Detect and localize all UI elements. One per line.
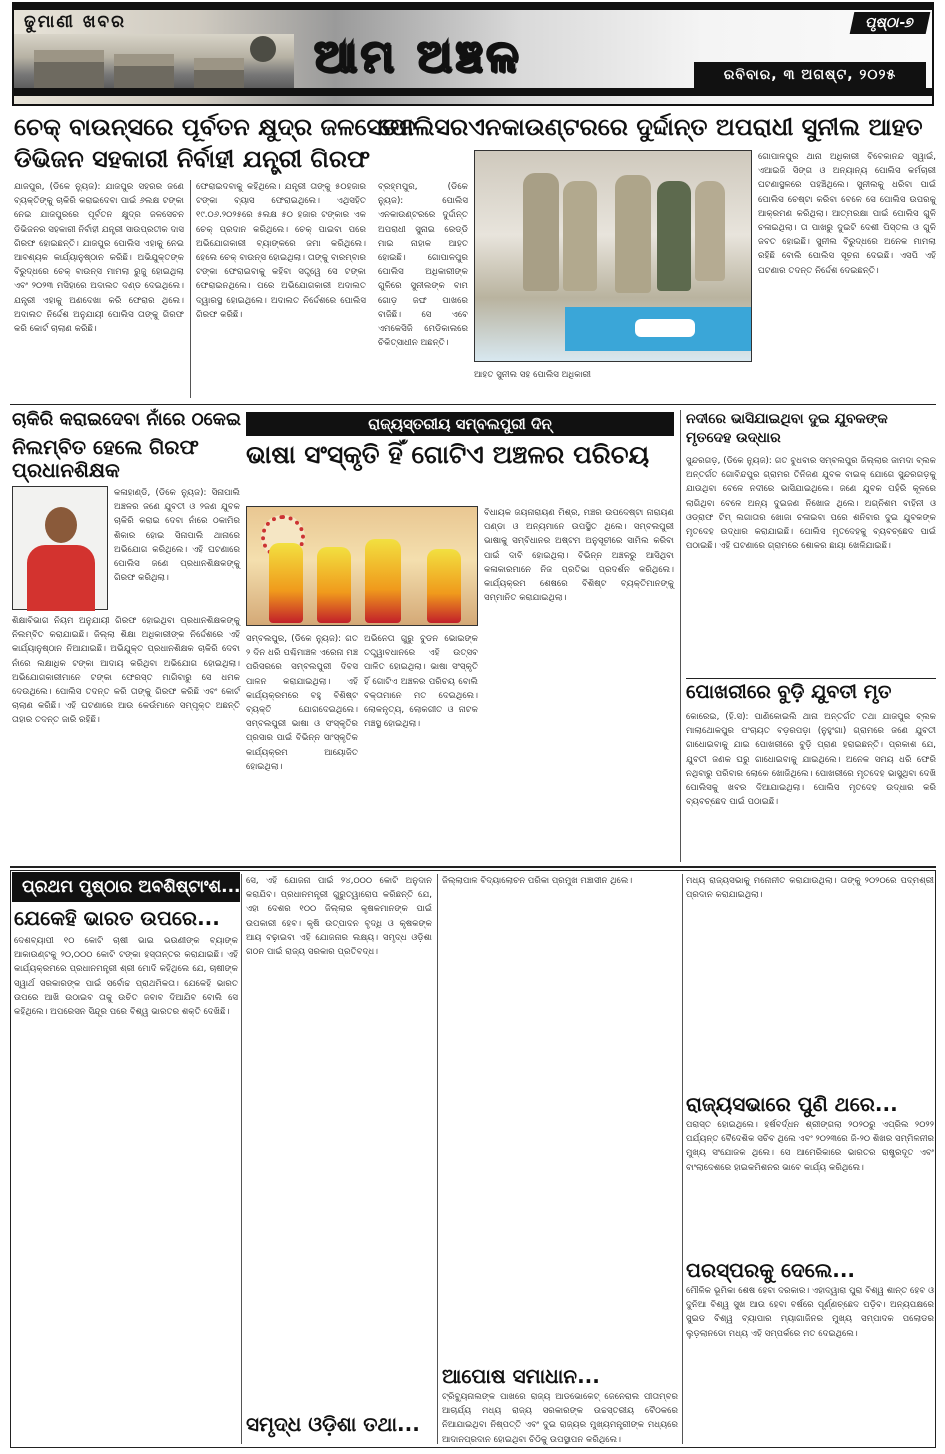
article-body-continued-5: ମୌଳିକ ଭୂମିକା ଶେଷ ହେବା ଦରକାର। ଏହାଦ୍ୱାରା ପୁରା ବିଶ୍ୱ ଶାନ୍ତ ହେବ ଓ ଦୁନିଆ ବିଶ୍ୱ ସୁଖ ଆଉ ହେବା ବର୍ଷରେ ପୂର୍ଣ୍ଣଚ୍ଛେଦ ପଡ଼ିବ। ଅନ୍ୟପକ୍ଷରେ ସୁଇଡ ବିଶ୍ୱ ବ୍ୟାପାର ମ୍ୟାଗାଜିନର ମୁଖ୍ୟ ସମ୍ପାଦକ ପଲୋଡର ଲୁଡ଼ଲାନଡୋ ମଧ୍ୟ ଏହି ସମ୍ପର୍କରେ ମତ ଦେଇଥିଲେ।: [686, 1286, 934, 1339]
dancer-figure: [365, 539, 401, 623]
police-officer-figure: [695, 181, 725, 281]
continued-section-banner: ପ୍ରଥମ ପୃଷ୍ଠାର ଅବଶିଷ୍ଟାଂଶ...: [12, 872, 240, 902]
encounter-photo: [474, 150, 752, 362]
article-body-continued-3-lead: ଜିଲ୍ଲାପାଳ ବିଦ୍ୟାଲୋଚନ ପରିକା ପ୍ରମୁଖ ମଞ୍ଚାସୀନ ଥିଲେ।: [442, 876, 633, 886]
headline-river-bodies: ନଦୀରେ ଭାସିଯାଇଥିବା ଦୁଇ ଯୁବକଙ୍କ ମୃତଦେହ ଉଦ୍ଧାର: [686, 411, 888, 446]
hut-icon: [114, 54, 174, 90]
kicker-sambalpuri-day: ରାଜ୍ୟସ୍ତରୀୟ ସମ୍ବଲପୁରୀ ଦିନ୍: [246, 412, 674, 436]
section-divider: [10, 866, 936, 868]
subhead-continued-3: ଆପୋଷ ସମାଧାନ...: [442, 1364, 600, 1388]
column-divider: [682, 874, 683, 1444]
column-divider: [437, 874, 438, 1444]
article-body-continued-2: ସେ, ଏହି ଯୋଜନା ପାଇଁ ୨୪,୦୦୦ କୋଟି ଅନୁଦାନ କରାଯିବ। ପ୍ରଧାନମନ୍ତ୍ରୀ ଗୁରୁତ୍ୱାରୋପ କରିଛନ୍ତି ଯେ, ଏହା ଦେଶର ୧୦୦ ଜିଲ୍ଲାର କୃଷକମାନଙ୍କ ପାଇଁ ଉପକାରୀ ହେବ। କୃଷି ଉତ୍ପାଦନ ବୃଦ୍ଧି ଓ କୃଷକଙ୍କ ଆୟ ବଢ଼ାଇବା ଏହି ଯୋଜନାର ଲକ୍ଷ୍ୟ। ସମୃଦ୍ଧ ଓଡ଼ିଶା ଗଠନ ପାଇଁ ରାଜ୍ୟ ସରକାର ପ୍ରତିବଦ୍ଧ।: [246, 876, 432, 958]
publication-date: ରବିବାର, ୩ ଅଗଷ୍ଟ, ୨୦୨୫: [694, 62, 926, 88]
person-face: [45, 507, 77, 543]
newspaper-brand: ଢୁମାଣୀ ଖବର: [24, 12, 127, 32]
palm-tree-icon: [250, 36, 276, 62]
masthead: [12, 2, 934, 106]
article-body-continued-4-top: ମଧ୍ୟ ରାଜ୍ୟସଭାକୁ ମନୋନୀତ କରାଯାଉଥିଲା। ତାଙ୍କୁ ୨୦୨୦ରେ ପଦ୍ମଶ୍ରୀ ପ୍ରଦାନ କରାଯାଇଥିଲା।: [686, 876, 934, 901]
article-body-sambalpuri-day-col1: ସମ୍ବଲପୁର, (ଡିକେ ନ୍ୟୁଜ): ଗତ ୨ ଦିନ ଧରି ପଶ୍ଚିମାଞ୍ଚଳ ଏରେନା ମଞ୍ଚ ପରିସରରେ ସମ୍ବଲପୁରୀ ଦିବସ ପାଳନ କରାଯାଇଥିଲା। ଏହି କାର୍ଯ୍ୟକ୍ରମରେ ବହୁ ବିଶିଷ୍ଟ ବ୍ୟକ୍ତି ଯୋଗଦେଇଥିଲେ। ସମ୍ବଲପୁରୀ ଭାଷା ଓ ସଂସ୍କୃତିର ପ୍ରସାର ପାଇଁ ବିଭିନ୍ନ ସାଂସ୍କୃତିକ କାର୍ଯ୍ୟକ୍ରମ ଆୟୋଜିତ ହୋଇଥିଲା।: [246, 634, 358, 772]
column-divider: [241, 874, 242, 1444]
police-officer-figure: [657, 181, 691, 291]
subhead-continued-2: ସମୃଦ୍ଧ ଓଡ଼ିଶା ତଥା...: [246, 1412, 420, 1436]
hut-icon: [34, 50, 104, 90]
article-body-encounter-col2: ଗୋପାଳପୁର ଥାନା ଅଧିକାରୀ ବିବେକାନନ୍ଦ ସ୍ୱାଇଁ, ଏଆଇଜି ସିଙ୍ଗ ଓ ଅନ୍ୟାନ୍ୟ ପୋଲିସ କର୍ମଚାରୀ ଘଟଣାସ୍ଥଳରେ ପହଞ୍ଚିଥିଲେ। ସୁନୀଲକୁ ଧରିବା ପାଇଁ ପୋଲିସ ଚେଷ୍ଟା କରିବା ବେଳେ ସେ ପୋଲିସ ଉପରକୁ ଆକ୍ରମଣ କରିଥିଲା। ଆତ୍ମରକ୍ଷା ପାଇଁ ପୋଲିସ ଗୁଳି ଚଳାଇଥିଲା। ତା ପାଖରୁ ଦୁଇଟି ଦେଶୀ ପିସ୍ତଲ ଓ ଗୁଳି ଜବତ ହୋଇଛି। ସୁନୀଲ ବିରୁଦ୍ଧରେ ଅନେକ ମାମଲା ରହିଛି ବୋଲି ପୋଲିସ ସୂଚନା ଦେଇଛି। ଏସପି ଏହି ଘଟଣାର ତଦନ୍ତ ନିର୍ଦ୍ଦେଶ ଦେଇଛନ୍ତି।: [758, 152, 936, 276]
police-officer-figure: [615, 175, 651, 293]
headmaster-photo: [12, 486, 108, 610]
headline-encounter: ପୋଲିସରଏନକାଉଣ୍ଟରରେ ଦୁର୍ଦ୍ଦାନ୍ତ ଅପରାଧୀ ସୁନୀଲ ଆହତ: [378, 113, 923, 141]
headline-headmaster-line2: ନିଲମ୍ବିତ ହେଲେ ଗିରଫ ପ୍ରଧାନଶିକ୍ଷକ: [12, 435, 199, 482]
police-officer-figure: [563, 181, 597, 291]
column-divider: [680, 410, 681, 862]
headline-headmaster-line1: ଚାକିରି କରାଇଦେବା ନାଁରେ ଠକେଇ: [12, 409, 241, 430]
article-body-continued-1: ଦେଶବ୍ୟାପୀ ୧୦ କୋଟି ଚାଷୀ ଭାଇ ଭଉଣୀଙ୍କ ବ୍ୟାଙ୍କ ଆକାଉଣ୍ଟକୁ ୨୦,୦୦୦ କୋଟି ଟଙ୍କା ହସ୍ତାନ୍ତର କରାଯାଇଛି। ଏହି କାର୍ଯ୍ୟକ୍ରମରେ ପ୍ରଧାନମନ୍ତ୍ରୀ ଶ୍ରୀ ମୋଦି କହିଥିଲେ ଯେ, ଚାଷୀଙ୍କ ସ୍ୱାର୍ଥ ସରକାରଙ୍କ ପାଇଁ ସର୍ବୋଚ୍ଚ ପ୍ରାଥମିକତା। ଯେକେହି ଭାରତ ଉପରେ ଆଖି ଉଠାଇବ ତାକୁ ଉଚିତ ଜବାବ ଦିଆଯିବ ବୋଲି ସେ କହିଥିଲେ। ଅପରେସନ ସିନ୍ଦୂର ପରେ ବିଶ୍ୱ ଭାରତର ଶକ୍ତି ଦେଖିଛି।: [14, 936, 238, 1018]
article-body-pond-drowning: କୋରେଇ, (ହି.ସ): ପାଣିକୋଇଲି ଥାନା ଅନ୍ତର୍ଗତ ତଥା ଯାଜପୁର ବ୍ଲକ ମାଲାଥୋକପୁର ପଂଚାୟତ ବଡ଼ରପଡ଼ା (ନୁହୁଂଗା) ଗ୍ରାମରେ ଜଣେ ଯୁବତୀ ଗାଧୋଇବାକୁ ଯାଇ ପୋଖରୀରେ ବୁଡ଼ି ପ୍ରାଣ ହରାଇଛନ୍ତି। ପ୍ରକାଶ ଯେ, ଯୁବତୀ ଜଣକ ଘରୁ ଗାଧୋଇବାକୁ ଯାଇଥିଲେ। ଅନେକ ସମୟ ଧରି ଫେରି ନଥିବାରୁ ପରିବାର ଲୋକେ ଖୋଜିଥିଲେ। ପୋଖରୀରେ ମୃତଦେହ ଭାସୁଥିବା ଦେଖି ପୋଲିସକୁ ଖବର ଦିଆଯାଇଥିଲା। ପୋଲିସ ମୃତଦେହ ଉଦ୍ଧାର କରି ବ୍ୟବଚ୍ଛେଦ ପାଇଁ ପଠାଇଛି।: [686, 712, 936, 808]
hut-icon: [194, 58, 244, 90]
article-body-encounter-col1: ବ୍ରହ୍ମପୁର, (ଡିକେ ନ୍ୟୁଜ): ପୋଲିସ ଏନକାଉଣ୍ଟରରେ ଦୁର୍ଦ୍ଦାନ୍ତ ଅପରାଧୀ ସୁନାଇ ରେଡ୍ଡି ମାଇ ନାହାକ ଆହତ ହୋଇଛି। ଗୋପାଳପୁର ପୋଲିସ ଅଧିକାରୀଙ୍କ ଗୁଳିରେ ସୁନୀଲଙ୍କ ବାମ ଗୋଡ଼ ଜଙ୍ଘ ପାଖରେ ବାଜିଛି। ସେ ଏବେ ଏମକେସିଜି ମେଡିକାଲରେ ଚିକିତ୍ସାଧୀନ ଅଛନ୍ତି।: [378, 182, 468, 349]
headline-check-bounce-line1: ଚେକ୍ ବାଉନ୍ସରେ ପୂର୍ବତନ କ୍ଷୁଦ୍ର ଜଳସେଚନ: [14, 113, 416, 141]
article-body-sambalpuri-day-col2: ଅଭିନେତା ଗୁରୁ ବୁଡନ ଭୋଇଙ୍କ ତତ୍ତ୍ୱାବଧାନରେ ଏହି ଉତ୍ସବ ପାଳିତ ହୋଇଥିଲା। ଭାଷା ସଂସ୍କୃତି ହିଁ ଗୋଟିଏ ଅଞ୍ଚଳର ପରିଚୟ ବୋଲି ବକ୍ତାମାନେ ମତ ଦେଇଥିଲେ। ଲୋକନୃତ୍ୟ, ଲୋକଗୀତ ଓ ନାଟକ ମଞ୍ଚସ୍ଥ ହୋଇଥିଲା।: [364, 634, 478, 730]
dancer-figure: [269, 543, 303, 623]
masthead-bottom-bar: [14, 88, 932, 96]
article-body-continued-4: ପରାସ୍ତ ହୋଇଥିଲେ। ହର୍ଷବର୍ଦ୍ଧନ ଶ୍ରୀଙ୍ଗଲା ୨୦୨୦ରୁ ଏପ୍ରିଲ ୨୦୨୨ ପର୍ଯ୍ୟନ୍ତ ବୈଦେଶିକ ସଚିବ ଥିଲେ ଏବଂ ୨୦୨୩ରେ ଜି-୨୦ ଶିଖର ସମ୍ମିଳନୀର ମୁଖ୍ୟ ସଂଯୋଜକ ଥିଲେ। ସେ ଆମେରିକାରେ ଭାରତର ରାଷ୍ଟ୍ରଦୂତ ଏବଂ ବାଂଲାଦେଶରେ ହାଇକମିଶନର ଭାବେ କାର୍ଯ୍ୟ କରିଥିଲେ।: [686, 1120, 934, 1173]
section-divider: [10, 404, 936, 405]
article-body-check-bounce-col2: ଫେରାଇଦବାକୁ କହିଥିଲେ। ଯନ୍ତ୍ରୀ ତାଙ୍କୁ ୫୦ହଜାର ଟଙ୍କା ବ୍ୟାସ ଫେରାଇଥିଲେ। ଏଥିସହିତ ୧୯.୦୬.୨୦୨୫ରେ ୫ଲକ୍ଷ ୫୦ ହଜାର ଟଙ୍କାର ଏକ ଚେକ୍ ପ୍ରଦାନ କରିଥିଲେ। ଚେକ୍ ପାଇବା ପରେ ଅଭିଯୋଗକାରୀ ବ୍ୟାଙ୍କରେ ଜମା କରିଥିଲେ। ହେଲେ ଚେକ୍ ବାଉନ୍ସ ହୋଇଥିଲା। ତାଙ୍କୁ ବାରମ୍ବାର ଟଙ୍କା ଫେରାଇବାକୁ କହିବା ସତ୍ତ୍ୱେ ସେ ଟଙ୍କା ଫେରାଇନଥିଲେ। ପରେ ଅଭିଯୋଗକାରୀ ଅଦାଲତ ଦ୍ୱାରସ୍ଥ ହୋଇଥିଲେ। ଅଦାଲତ ନିର୍ଦ୍ଦେଶରେ ପୋଲିସ ଗିରଫ କରିଛି।: [196, 182, 366, 320]
headline-sambalpuri-day: ଭାଷା ସଂସ୍କୃତି ହିଁ ଗୋଟିଏ ଅଞ୍ଚଳର ପରିଚୟ: [246, 440, 650, 469]
dancer-figure: [427, 549, 461, 623]
article-body-river-bodies: ସୁନ୍ଦରଗଡ଼, (ଡିକେ ନ୍ୟୁଜ): ଗତ ବୁଧବାର ସମ୍ବଲପୁର ଜିଲ୍ଲାର ଜାମଦା ବ୍ଲକ ଅନ୍ତର୍ଗତ ଗୋବିନ୍ଦପୁର ଗ୍ରାମର ତିନିଜଣ ଯୁବକ ବାଇକ୍ ଯୋଗେ ସୁନ୍ଦରଗଡ଼କୁ ଯାଉଥିବା ବେଳେ ନଦୀରେ ଭାସିଯାଇଥିଲେ। ଜଣେ ଯୁବକ ପହଁରି କୂଳରେ ଲାଗିଥିବା ବେଳେ ଅନ୍ୟ ଦୁଇଜଣ ନିଖୋଜ ଥିଲେ। ଅଗ୍ନିଶମ ବାହିନୀ ଓ ଓଡ୍ରାଫ ଟିମ୍ ଲଗାତାର ଖୋଜା ଚଳାଇବା ପରେ ଶନିବାର ଦୁଇ ଯୁବକଙ୍କ ମୃତଦେହ ଉଦ୍ଧାର କରାଯାଇଛି। ପୋଲିସ ମୃତଦେହକୁ ବ୍ୟବଚ୍ଛେଦ ପାଇଁ ପଠାଇଛି। ଏହି ଘଟଣାରେ ଗ୍ରାମରେ ଶୋକର ଛାୟା ଖେଳିଯାଇଛି।: [686, 456, 936, 552]
encounter-photo-caption: ଆହତ ସୁନୀଲ ସହ ପୋଲିସ ଅଧିକାରୀ: [474, 370, 591, 380]
masthead-top-bar: [14, 4, 932, 10]
page-number-badge: ପୃଷ୍ଠା-୭: [850, 12, 930, 34]
subhead-continued-4: ରାଜ୍ୟସଭାରେ ପୁଣି ଥରେ...: [686, 1092, 898, 1116]
person-shirt: [27, 545, 95, 611]
dance-performance-photo: [246, 506, 478, 626]
article-body-headmaster-col1: କଳାହାଣ୍ଡି, (ଡିକେ ନ୍ୟୁଜ): ସିନାପାଲି ଅଞ୍ଚଳର ଜଣେ ଯୁବତୀ ଓ ୨ଜଣ ଯୁବକ ଚାକିରି କରାଇ ଦେବା ନାଁରେ ଠକାମିର ଶିକାର ହୋଇ ସିନାପାଲି ଥାନାରେ ଅଭିଯୋଗ କରିଥିଲେ। ଏହି ଘଟଣାରେ ପୋଲିସ ଜଣେ ପ୍ରଧାନଶିକ୍ଷକଙ୍କୁ ଗିରଫ କରିଥିଲା।: [114, 488, 240, 584]
subhead-continued-1: ଯେକେହି ଭାରତ ଉପରେ...: [14, 906, 220, 930]
headline-pond-drowning: ପୋଖରୀରେ ବୁଡ଼ି ଯୁବତୀ ମୃତ: [686, 681, 892, 703]
article-body-continued-3: ଟ୍ରିବ୍ୟୁନାଲଙ୍କ ପାଖରେ ରାଜ୍ୟ ଆଡଭୋକେଟ୍ ଜେନେରାଲ ପୀତାମ୍ବର ଆଚାର୍ଯ୍ୟ ମଧ୍ୟ ରାଜ୍ୟ ସରକାରଙ୍କ ଉଚ୍ଚସ୍ତରୀୟ ବୈଠକରେ ନିଆଯାଇଥିବା ନିଷ୍ପତ୍ତି ଏବଂ ଦୁଇ ରାଜ୍ୟର ମୁଖ୍ୟମନ୍ତ୍ରୀଙ୍କ ମଧ୍ୟରେ ଆଦାନପ୍ରଦାନ ହୋଇଥିବା ଚିଠିକୁ ଉପସ୍ଥାପନ କରିଥିଲେ।: [442, 1392, 678, 1445]
bandaged-leg: [635, 319, 695, 337]
article-body-headmaster-col2: ଶିକ୍ଷାବିଭାଗ ନିୟମ ଅନୁଯାୟୀ ଗିରଫ ହୋଇଥିବା ପ୍ରଧାନଶିକ୍ଷକଙ୍କୁ ନିଲମ୍ବିତ କରାଯାଇଛି। ଜିଲ୍ଲା ଶିକ୍ଷା ଅଧିକାରୀଙ୍କ ନିର୍ଦ୍ଦେଶରେ ଏହି କାର୍ଯ୍ୟାନୁଷ୍ଠାନ ନିଆଯାଇଛି। ଅଭିଯୁକ୍ତ ପ୍ରଧାନଶିକ୍ଷକ ଚାକିରି ଦେବା ନାଁରେ ଲକ୍ଷାଧିକ ଟଙ୍କା ଆଦାୟ କରିଥିବା ଅଭିଯୋଗ ହୋଇଥିଲା। ଅଭିଯୋଗକାରୀମାନେ ଟଙ୍କା ଫେରସ୍ତ ମାଗିବାରୁ ସେ ଧମକ ଦେଉଥିଲେ। ପୋଲିସ ତଦନ୍ତ କରି ତାଙ୍କୁ ଗିରଫ କରିଛି ଏବଂ କୋର୍ଟ ଚାଲାଣ କରିଛି। ଏହି ଘଟଣାରେ ଆଉ କେଉଁମାନେ ସମ୍ପୃକ୍ତ ଅଛନ୍ତି ତାହାର ତଦନ୍ତ ଜାରି ରହିଛି।: [12, 616, 240, 726]
dancer-figure: [317, 547, 351, 623]
subhead-continued-5: ପରସ୍ପରକୁ ଦେଲେ...: [686, 1258, 856, 1282]
section-title: ଆମ ଅଞ୍ଚଳ: [314, 31, 522, 82]
article-body-check-bounce-col1: ଯାଜପୁର, (ଡିକେ ନ୍ୟୁଜ): ଯାଜପୁର ସହରର ଜଣେ ବ୍ୟକ୍ତିଙ୍କୁ ଚାକିରି କରାଇଦେବା ପାଇଁ ୬ଲକ୍ଷ ଟଙ୍କା ନେଇ ଯାଜପୁରରେ ପୂର୍ବତନ କ୍ଷୁଦ୍ର ଜଳସେଚନ ଡିଭିଜନର ସହକାରୀ ନିର୍ବାହୀ ଯନ୍ତ୍ରୀ ସାଉପ୍ରତୀକ ଦାସ ଗିରଫ ହୋଇଛନ୍ତି। ଯାଜପୁର ପୋଲିସ ଏହାକୁ ନେଇ ଆବଶ୍ୟକ କାର୍ଯ୍ୟାନୁଷ୍ଠାନ କରିଛି। ଅଭିଯୁକ୍ତଙ୍କ ବିରୁଦ୍ଧରେ ଚେକ୍ ବାଉନ୍ସ ମାମଲା ରୁଜୁ ହୋଇଥିଲା ଏବଂ ୨୦୨୩ ମସିହାରେ ଅଦାଲତ ଦଣ୍ଡ ଦେଇଥିଲେ। ଯନ୍ତ୍ରୀ ଏହାକୁ ଅଣଦେଖା କରି ଫେରାର ଥିଲେ। ଅଦାଲତ ନିର୍ଦ୍ଦେଶ ଅନୁଯାୟୀ ପୋଲିସ ତାଙ୍କୁ ଗିରଫ କରି କୋର୍ଟ ଚାଲାଣ କରିଛି।: [14, 182, 184, 335]
police-officer-figure: [523, 173, 559, 291]
story-divider: [686, 678, 936, 679]
masthead-village-illustration: [14, 34, 294, 92]
headline-check-bounce-line2: ଡିଭିଜନ ସହକାରୀ ନିର୍ବାହୀ ଯନ୍ତ୍ରୀ ଗିରଫ: [14, 145, 371, 173]
column-divider: [190, 180, 191, 398]
article-body-sambalpuri-day-col3: ବିଧାୟକ ଜୟନାରାୟଣ ମିଶ୍ର, ମଞ୍ଚର ଉପଦେଷ୍ଟା ନାରାୟଣ ପଣ୍ଡା ଓ ଅନ୍ୟମାନେ ଉପସ୍ଥିତ ଥିଲେ। ସମ୍ବଲପୁରୀ ଭାଷାକୁ ସମ୍ବିଧାନର ଅଷ୍ଟମ ଅନୁସୂଚୀରେ ସାମିଲ କରିବା ପାଇଁ ଦାବି ହୋଇଥିଲା। ବିଭିନ୍ନ ଅଞ୍ଚଳରୁ ଆସିଥିବା କଳାକାରମାନେ ନିଜ ପ୍ରତିଭା ପ୍ରଦର୍ଶନ କରିଥିଲେ। କାର୍ଯ୍ୟକ୍ରମ ଶେଷରେ ବିଶିଷ୍ଟ ବ୍ୟକ୍ତିମାନଙ୍କୁ ସମ୍ମାନିତ କରାଯାଇଥିଲା।: [484, 508, 674, 604]
